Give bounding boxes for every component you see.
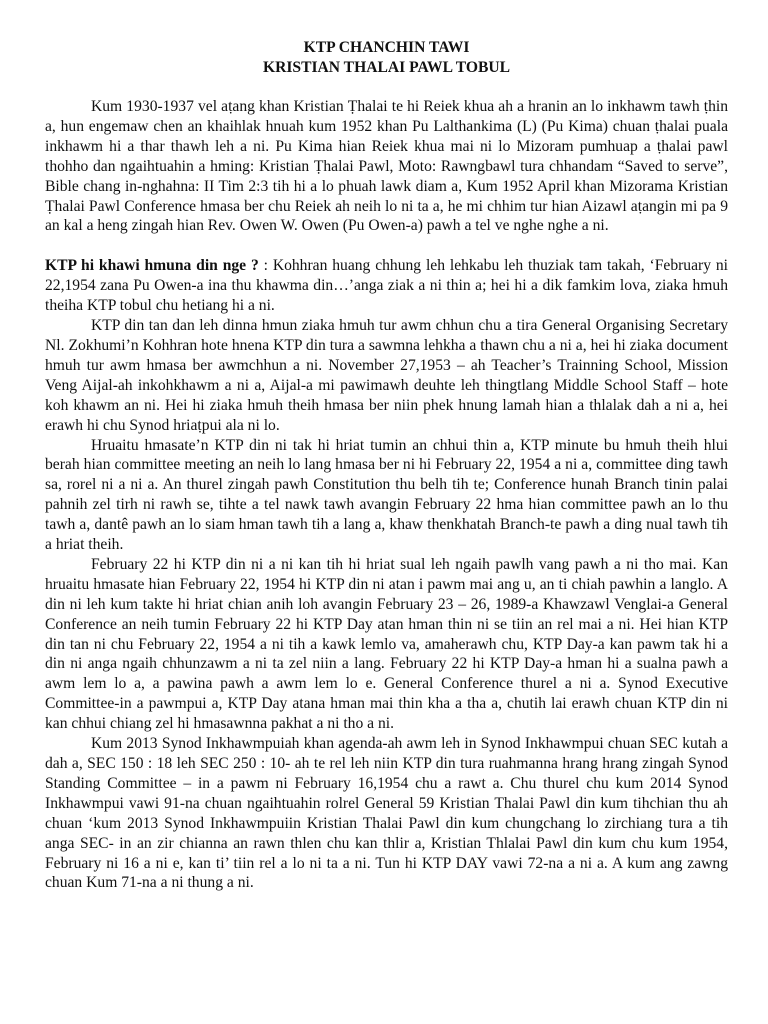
paragraph-history-intro: Kum 1930-1937 vel aṭang khan Kristian Ṭhalai te hi Reiek khua ah a hranin an lo inkhawm tawh ṭhin a, hun engemaw chen an khaihlak hnuah kum 1952 khan Pu Lalthankima (L) (Pu Kima) chuan ṭhalai puala inkhawm hi a thar thawh leh a ni. Pu Kima hian Reiek khua mai ni lo Mizoram pumhuap a ṭhalai pawl thohho dan ngaihtuahin a hming: Kristian Ṭhalai Pawl, Moto: Rawngbawl tura chhandam “Saved to serve”, Bible chang in-nghahna: II Tim 2:3 tih hi a lo phuah lawk diam a, Kum 1952 April khan Mizorama Kristian Ṭhalai Pawl Conference hmasa ber chu Reiek ah neih lo ni ta a, he mi chhim tur hian Aizawl aṭangin mi pa 9 an kal a heng zingah hian Rev. Owen W. Owen (Pu Owen-a) pawh a tel ve nghe nghe a ni. (45, 98, 728, 235)
paragraph-synod-decision: Kum 2013 Synod Inkhawmpuiah khan agenda-ah awm leh in Synod Inkhawmpui chuan SEC kutah a dah a, SEC 150 : 18 leh SEC 250 : 10- ah te rel leh niin KTP din tura ruahmanna hrang hrang zingah Synod Standing Committee – in a pawm ni February 16,1954 chu a rawt a. Chu thurel chu kum 2014 Synod Inkhawmpui vawi 91-na chuan ngaihtuahin rolrel General 59 Kristian Thalai Pawl din kum tihchian thu ah chuan ‘kum 2013 Synod Inkhawmpuiin Kristian Thalai Pawl din kum chungchang lo zirchiang tura a tih anga SEC- in an zir chianna an rawn thlen chu kan thlir a, Kristian Thlalai Pawl din kum chu kum 1954, February ni 16 a ni e, kan ti’ tiin rel a lo ni ta a ni. Tun hi KTP DAY vawi 72-na a ni a. A kum ang zawng chuan Kum 71-na a ni thung a ni. (45, 735, 728, 892)
document-header (45, 38, 728, 77)
paragraph-ktp-day: February 22 hi KTP din ni a ni kan tih hi hriat sual leh ngaih pawlh vang pawh a ni tho mai. Kan hruaitu hmasate hian February 22, 1954 hi KTP din ni atan i pawm mai ang u, an ti chiah pawhin a langlo. A din ni leh kum takte hi hriat chian anih loh avangin February 23 – 26, 1989-a Khawzawl Venglai-a General Conference an neih tumin February 22 hi KTP Day atan hman thin ni se tiin an rel mai a ni. Hei hian KTP din tan ni chu February 22, 1954 a ni tih a kawk lemlo va, amaherawh chu, KTP Day-a kan pawm tak hi a din ni anga ngaih chhunzawm a ni ta zel niin a lang. February 22 hi KTP Day-a hman hi a sualna pawh a awm lem lo a, a pawina pawh a awm lem lo e. General Conference thurel a ni a. Synod Executive Committee-in a pawmpui a, KTP Day atana hman mai thin kha a tha a, chutih lai erawh chuan KTP din ni kan chhui chiang zel hi hmasawnna pakhat a ni tho a ni. (45, 555, 728, 733)
document-subtitle: KRISTIAN THALAI PAWL TOBUL (262, 58, 511, 76)
section-heading-founding-place: KTP hi khawi hmuna din nge ? (45, 257, 259, 275)
document-page (45, 38, 728, 893)
paragraph-founding-question (45, 256, 728, 316)
paragraph-founding-record: KTP din tan dan leh dinna hmun ziaka hmuh tur awm chhun chu a tira General Organising Secretary Nl. Zokhumi’n Kohhran hote hnena KTP din tura a sawmna lehkha a thawn chu a ni a, hei hi ziaka document hmuh tur awm hmasa ber awmchhun a ni. November 27,1953 – ah Teacher’s Trainning School, Mission Veng Aijal-ah inkohkhawm a ni a, Aijal-a mi pawimawh deuhte leh thingtlang Middle School Staff – hote koh khawm an ni. Hei hi ziaka hmuh theih hmasa ber niin phek hnung lamah hian a thlalak dah a ni a, hei erawh hi chu Synod hriaṭpui ala ni lo. (45, 317, 728, 434)
paragraph-founding-question-text: : Kohhran huang chhung leh lehkabu leh thuziak tam takah, ‘February ni 22,1954 zana Pu Owen-a ina thu khawma din…’anga ziak a ni thin a; hei hi a dik famkim lova, ziaka hmuh theiha KTP tobul chu hetiang hi a ni. (45, 257, 729, 315)
document-title: KTP CHANCHIN TAWI (303, 39, 470, 56)
paragraph-founding-date-search: Hruaitu hmasate’n KTP din ni tak hi hriat tumin an chhui thin a, KTP minute bu hmuh theih hlui berah hian committee meeting an neih lo lang hmasa ber ni hi February 22, 1954 a ni a, committee ding tawh sa, rorel ni a ni a. An thurel zingah pawh Constitution thu belh tih te; Conference hunah Branch tinin palai pahnih zel tirh ni rawh se, tihte a tel nawk tawh avangin February 22 hma hian committee pawh an lo thu tawh a, dantê pawh an lo siam hman tawh tih a lang a, khaw thenkhatah Branch-te pawh a ding nual tawh tih a hriat theih. (45, 436, 728, 554)
